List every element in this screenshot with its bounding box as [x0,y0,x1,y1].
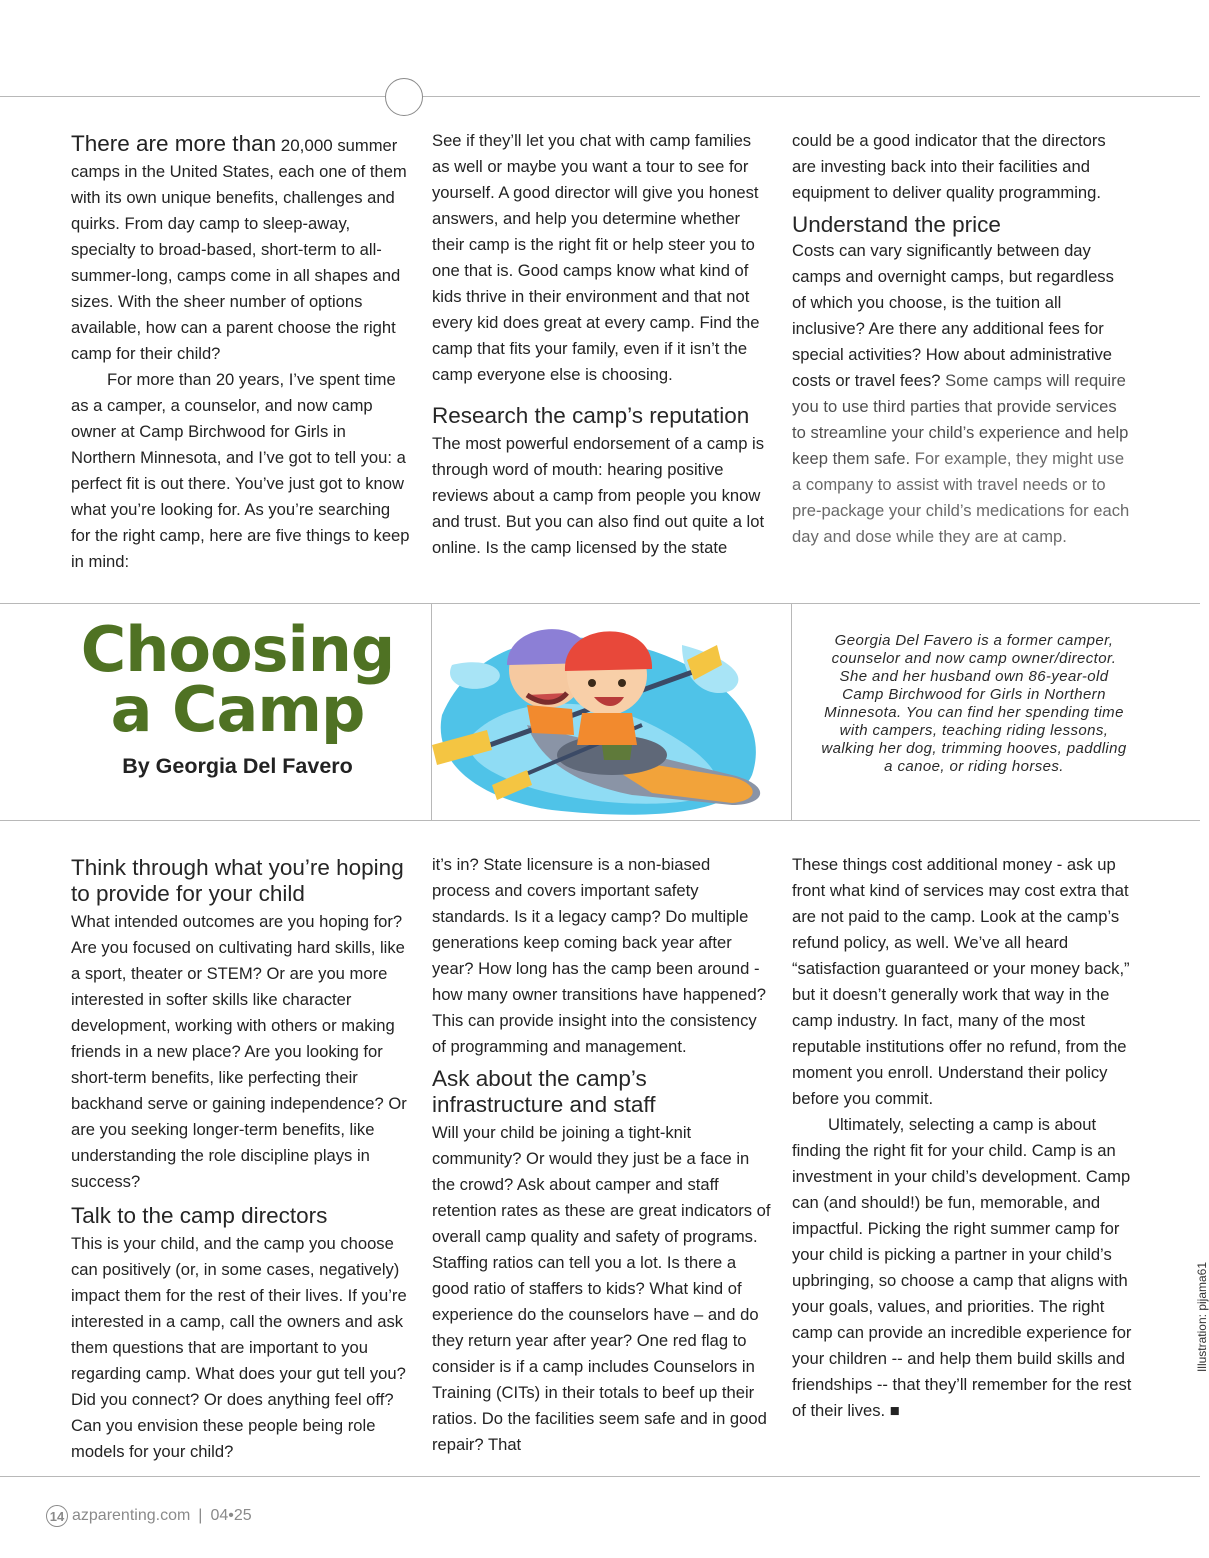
heading-talk-directors: Talk to the camp directors [71,1203,328,1228]
intro-paragraph-1 [71,131,411,367]
end-mark-icon: ■ [889,1401,900,1420]
kayak-kids-image [432,605,790,819]
heading-infrastructure-staff: Ask about the camp’s infrastructure and staff [432,1066,656,1117]
banner-bottom-rule [0,820,1200,821]
column-3-top-paragraph-2 [792,238,1132,550]
intro-paragraph-2: For more than 20 years, I’ve spent time as a camper, a counselor, and now camp owner at Camp Birchwood for Girls in Northern Minnesota, and I’ve got to tell you: a perfect fit is out there. You’ve just got to know what you’re looking for. As you’re searching for the right camp, here are five things to keep in mind: [71,370,410,571]
intro-column [71,131,411,575]
closing-text: Ultimately, selecting a camp is about finding the right fit for your child. Camp is an investment in your child’s development. Camp can (and should!) be fun, memorable, and impactful. Picking the right summer camp for your child is picking a partner in your child’s upbringing, so choose a camp that aligns with your goals, values, and priorities. The right camp can provide an incredible experience for your children -- and help them build skills and friendships -- that they’ll remember for the rest of their lives. [792,1115,1132,1420]
column-3-bottom [792,852,1132,1424]
footer-issue: 04•25 [210,1507,252,1524]
page-number-badge: 14 [46,1505,68,1527]
column-2-top [432,128,772,561]
column-1-bottom [71,855,411,1465]
heading-understand-price: Understand the price [792,212,1001,237]
price-text-b: Some camps will require you to use third parties that provide services to streamline your child’s experience and help keep them safe. [792,371,1129,468]
column-2-top-paragraph-1: See if they’ll let you chat with camp families as well or maybe you want a tour to see for yourself. A good director will give you honest answers, and help you determine whether their camp is the right fit or help steer you to one that is. Good camps know what kind of kids thrive in their environment and that not every kid does great at every camp. Find the camp that fits your family, even if it isn’t the camp everyone else is choosing. [432,131,760,384]
column-3-bottom-paragraph-2 [792,1112,1132,1424]
column-3-bottom-paragraph-1: These things cost additional money - ask up front what kind of services may cost extra that are not paid to the camp. Look at the camp’s refund policy, as well. We’ve all heard “satisfaction guaranteed or your money back,” but it doesn’t generally work that way in the camp industry. In fact, many of the most reputable institutions offer no refund, from the moment you enroll. Understand their policy before you commit. [792,855,1130,1108]
column-1-bottom-paragraph-1: What intended outcomes are you hoping for? Are you focused on cultivating hard skills, like a sport, theater or STEM? Or are you more interested in softer skills like character development, working with others or making friends in a new place? Are you looking for short-term benefits, like perfecting their backhand serve or gaining independence? Or are you seeking longer-term benefits, like understanding the role discipline plays in success? [71,912,407,1191]
price-text-a: Costs can vary significantly between day camps and overnight camps, but regardless of which you choose, is the tuition all inclusive? Are there any additional fees for special activities? How about administrative costs or travel fees? [792,241,1114,390]
article-title-line-2: a Camp [110,673,365,746]
intro-paragraph-1-rest: summer camps in the United States, each one of them with its own unique benefits, challenges and quirks. From day camp to sleep-away, specialty to broad-based, short-term to all-summer-long, camps come in all shapes and sizes. With the sheer number of options available, how can a parent choose the right camp for their child? [71,136,407,363]
column-2-bottom-paragraph-2: Will your child be joining a tight-knit community? Or would they just be a face in the crowd? Ask about camper and staff retention rates as these are great indicators of overall camp quality and safety of programs. Staffing ratios can tell you a lot. Is there a good ratio of staffers to kids? What kind of experience do the counselors have – and do they return year after year? One red flag to consider is if a camp includes Counselors in Training (CITs) in their totals to beef up their ratios. Do the facilities seem safe and in good repair? That [432,1123,771,1454]
top-rule [0,96,1200,97]
column-2-bottom [432,852,772,1458]
footer-site: azparenting.com [72,1507,191,1524]
column-3-top [792,128,1132,550]
price-text-c: For example, they might use a company to assist with travel needs or to pre-package your child’s medications for each day and dose while they are at camp. [792,449,1130,546]
column-1-bottom-paragraph-2: This is your child, and the camp you choose can positively (or, in some cases, negatively) impact them for the rest of their lives. If you’re interested in a camp, call the owners and ask them questions that are important to you regarding camp. What does your gut tell you? Did you connect? Or does anything feel off? Can you envision these people being role models for your child? [71,1234,407,1461]
intro-lead-text: There are more than [71,131,277,156]
banner-divider-right [791,604,792,820]
column-2-top-paragraph-2: The most powerful endorsement of a camp is through word of mouth: hearing positive reviews about a camp from people you know and trust. But you can also find out quite a lot online. Is the camp licensed by the state [432,434,765,557]
page-footer [46,1505,252,1527]
article-title-line-1: Choosing [80,613,395,686]
author-bio: Georgia Del Favero is a former camper, counselor and now camp owner/director. She and her husband own 86-year-old Camp Birchwood for Girls in Northern Minnesota. You can find her spending time with campers, teaching riding lessons, walking her dog, trimming hooves, paddling a canoe, or riding horses. [821,632,1127,775]
illustration-credit: Illustration: pijama61 [1195,1261,1209,1373]
banner-top-rule [0,603,1200,604]
column-2-bottom-paragraph-1: it’s in? State licensure is a non-biased process and covers important safety standards. Is it a legacy camp? Do multiple generations keep coming back year after year? How long has the camp been around - how many owner transitions have happened? This can provide insight into the consistency of programming and management. [432,855,766,1056]
top-circle-ornament [385,78,423,116]
article-title-block [60,613,415,815]
footer-rule [0,1476,1200,1477]
heading-think-through: Think through what you’re hoping to provide for your child [71,855,404,906]
footer-separator: | [198,1507,203,1524]
heading-research-reputation: Research the camp’s reputation [432,403,750,428]
intro-lead-number: 20,000 [280,136,333,155]
column-3-top-paragraph-1: could be a good indicator that the directors are investing back into their facilities and equipment to deliver quality programming. [792,131,1106,202]
article-byline: By Georgia Del Favero [122,754,353,778]
